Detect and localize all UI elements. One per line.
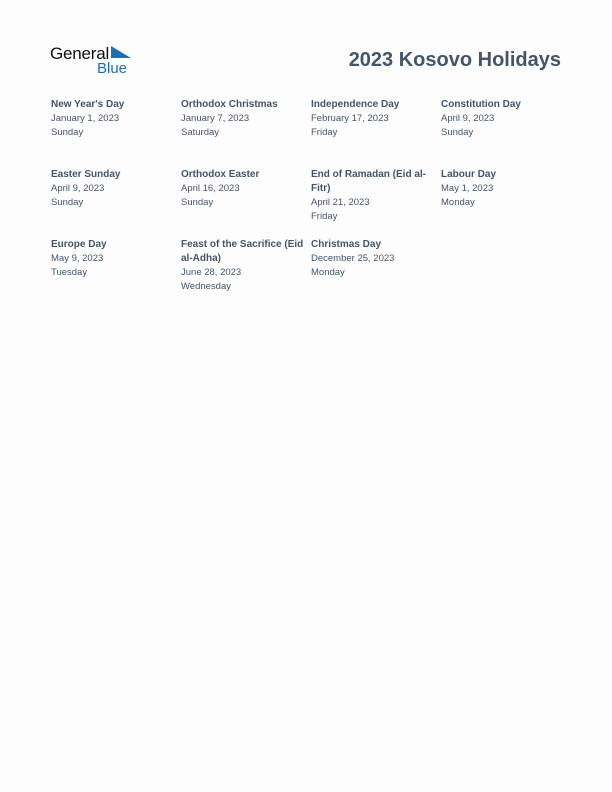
holiday-weekday: Friday — [311, 211, 338, 222]
holiday-item — [51, 168, 181, 238]
holiday-date: April 16, 2023 — [181, 183, 240, 194]
logo — [50, 44, 140, 78]
holiday-item — [51, 98, 181, 168]
holiday-weekday: Monday — [441, 197, 475, 208]
holiday-weekday: Monday — [311, 267, 345, 278]
holiday-name: New Year's Day — [51, 99, 125, 110]
holiday-name: End of Ramadan (Eid al-Fitr) — [311, 169, 427, 194]
holiday-name: Easter Sunday — [51, 169, 121, 180]
holiday-name: Independence Day — [311, 99, 400, 110]
holiday-name: Labour Day — [441, 169, 497, 180]
holiday-name: Constitution Day — [441, 99, 521, 110]
holiday-weekday: Friday — [311, 127, 338, 138]
holiday-item — [441, 168, 571, 238]
holiday-date: April 9, 2023 — [441, 113, 495, 124]
holiday-item — [311, 98, 441, 168]
holiday-weekday: Sunday — [441, 127, 474, 138]
holiday-item — [441, 98, 571, 168]
holiday-date: April 21, 2023 — [311, 197, 370, 208]
holiday-weekday: Sunday — [51, 197, 84, 208]
logo-blue-text: Blue — [97, 60, 128, 77]
holiday-item — [311, 238, 441, 308]
holiday-weekday: Tuesday — [51, 267, 88, 278]
holiday-weekday: Wednesday — [181, 281, 231, 292]
logo-triangle-icon — [111, 46, 131, 60]
holiday-name: Orthodox Christmas — [181, 99, 278, 110]
holiday-weekday: Sunday — [51, 127, 84, 138]
holiday-date: May 1, 2023 — [441, 183, 494, 194]
holiday-weekday: Sunday — [181, 197, 214, 208]
holiday-date: February 17, 2023 — [311, 113, 389, 124]
holiday-date: December 25, 2023 — [311, 253, 395, 264]
holiday-name: Feast of the Sacrifice (Eid al-Adha) — [181, 239, 304, 264]
logo-general-text: General — [50, 44, 110, 63]
holiday-item — [311, 168, 441, 238]
holiday-date: May 9, 2023 — [51, 253, 104, 264]
holiday-name: Christmas Day — [311, 239, 382, 250]
holiday-date: January 7, 2023 — [181, 113, 250, 124]
holiday-date: January 1, 2023 — [51, 113, 120, 124]
page-title: 2023 Kosovo Holidays — [348, 49, 561, 71]
holiday-name: Orthodox Easter — [181, 169, 260, 180]
holiday-item — [181, 98, 311, 168]
holiday-name: Europe Day — [51, 239, 107, 250]
holiday-item — [181, 168, 311, 238]
holiday-date: April 9, 2023 — [51, 183, 105, 194]
holiday-grid — [51, 98, 571, 308]
holiday-weekday: Saturday — [181, 127, 220, 138]
holiday-date: June 28, 2023 — [181, 267, 242, 278]
holiday-item — [51, 238, 181, 308]
holiday-item — [181, 238, 311, 308]
